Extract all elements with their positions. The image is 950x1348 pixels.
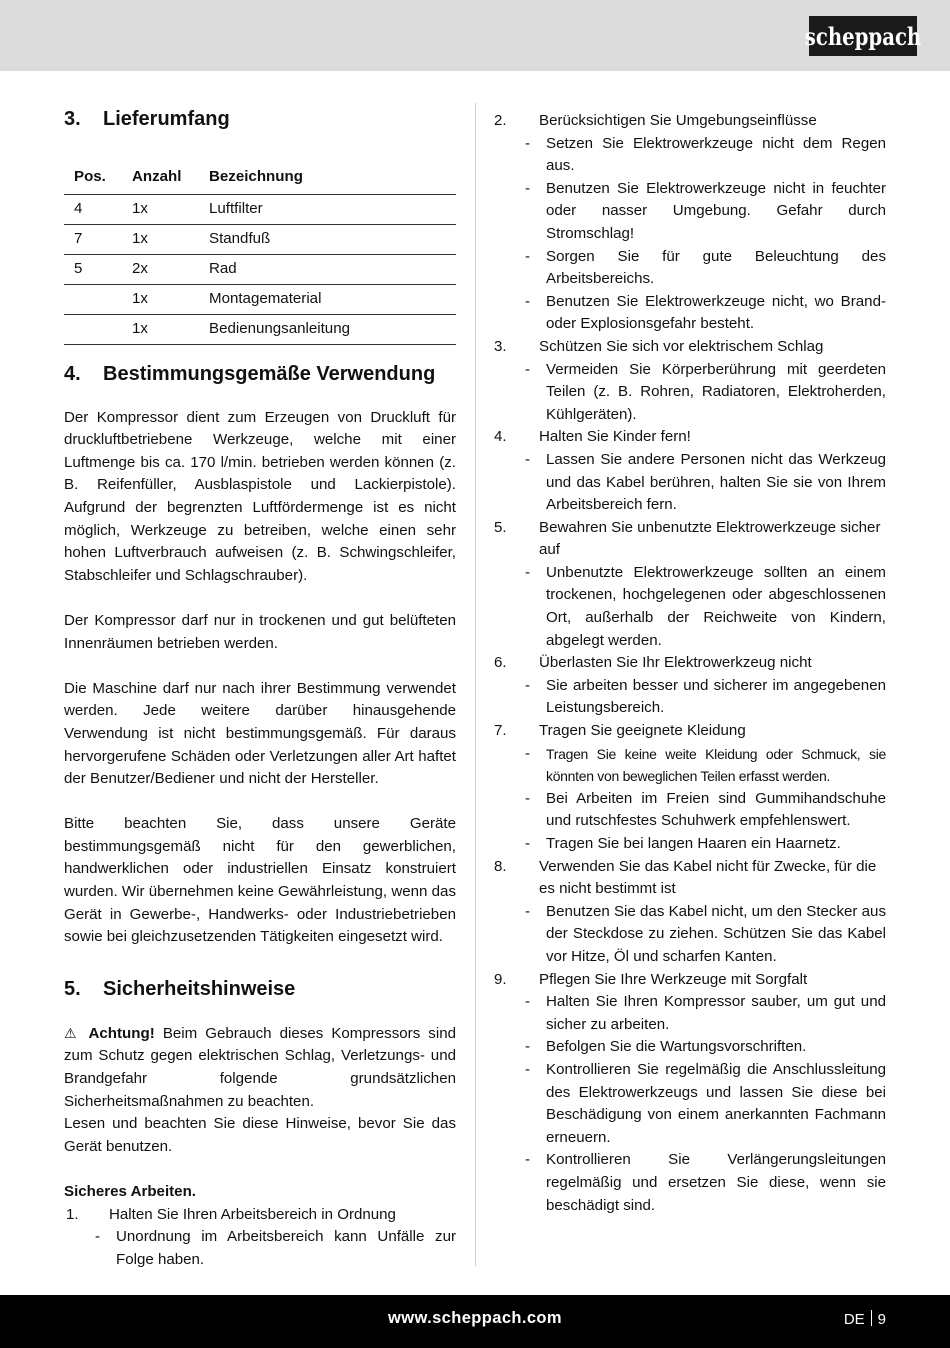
safety-list-right [494, 110, 886, 1217]
list-bullet: - Sorgen Sie für gute Beleuchtung des Arbeitsbereichs. [525, 247, 886, 288]
col-anzahl-header: Anzahl [132, 160, 209, 194]
column-divider [475, 103, 476, 1266]
list-item: 9. Pflegen Sie Ihre Werkzeuge mit Sorgfalt [494, 970, 808, 988]
table-row [64, 284, 456, 314]
paragraph: Der Kompressor dient zum Erzeugen von Druckluft für druckluftbetriebene Werkzeuge, welche mit einer Luftmenge bis ca. 170 l/min. betrieben werden können (z. B. Reifenfüller, Ausblaspistole und Lackierpistole). Aufgrund der begrenzten Luftfördermenge ist es nicht möglich, Werkzeuge zu betreiben, welche einen sehr hohen Luftverbrauch aufweisen (z. B. Schwingschleifer, Stabschleifer und Schlagschrauber). [64, 408, 456, 584]
section-5-heading: 5. Sicherheitshinweise [64, 977, 296, 1000]
list-item: 3. Schützen Sie sich vor elektrischem Schlag [494, 337, 824, 355]
cell-pos: 4 [64, 194, 132, 224]
footer-url: www.scheppach.com [388, 1309, 562, 1327]
table-header-row [64, 160, 456, 194]
list-bullet: - Benutzen Sie das Kabel nicht, um den Stecker aus der Steckdose zu ziehen. Schützen Sie das Kabel vor Hitze, Öl und scharfen Kanten. [525, 902, 886, 965]
cell-pos [64, 314, 132, 344]
table-row [64, 254, 456, 284]
cell-pos: 5 [64, 254, 132, 284]
cell-anzahl: 2x [132, 254, 209, 284]
left-column [64, 100, 456, 1271]
list-bullet: - Kontrollieren Sie regelmäßig die Anschlussleitung des Elektrowerkzeugs und lassen Sie diese bei Beschädigung von einem anerkannten Fachmann erneuern. [525, 1060, 886, 1146]
list-bullet: - Vermeiden Sie Körperberührung mit geerdeten Teilen (z. B. Rohren, Radiatoren, Elektroherden, Kühlgeräten). [525, 360, 886, 423]
list-bullet: - Tragen Sie bei langen Haaren ein Haarnetz. [525, 835, 841, 852]
list-bullet: - Bei Arbeiten im Freien sind Gummihandschuhe und rutschfestes Schuhwerk empfehlenswert. [525, 789, 886, 830]
cell-anzahl: 1x [132, 314, 209, 344]
brand-logo: scheppach [809, 16, 917, 56]
cell-bezeichnung: Rad [209, 254, 456, 284]
list-item: 7. Tragen Sie geeignete Kleidung [494, 722, 746, 740]
section-4-heading: 4. Bestimmungsgemäße Verwendung [64, 362, 436, 385]
paragraph: Der Kompressor darf nur in trockenen und gut belüfteten Innenräumen betrieben werden. [64, 611, 456, 652]
list-bullet: - Lassen Sie andere Personen nicht das Werkzeug und das Kabel berühren, halten Sie sie von Ihrem Arbeitsbereich fern. [525, 450, 886, 514]
table-row [64, 194, 456, 224]
safety-list-left [64, 1204, 456, 1272]
list-bullet: - Halten Sie Ihren Kompressor sauber, um gut und sicher zu arbeiten. [525, 993, 886, 1033]
paragraph: Lesen und beachten Sie diese Hinweise, bevor Sie das Gerät benutzen. [64, 1115, 456, 1155]
paragraph: Die Maschine darf nur nach ihrer Bestimmung verwendet werden. Jede weitere darüber hinausgehende Verwendung ist nicht bestimmungsgemäß. Für daraus hervorgerufene Schäden oder Verletzungen aller Art haftet der Benutzer/Bediener und nicht der Hersteller. [64, 679, 456, 788]
cell-anzahl: 1x [132, 224, 209, 254]
list-item: 6. Überlasten Sie Ihr Elektrowerkzeug nicht [494, 654, 812, 672]
page-number: DE 9 [843, 1311, 886, 1328]
warning-text: Beim Gebrauch dieses Kompressors sind zum Schutz gegen elektrischen Schlag, Verletzungs- und Brandgefahr folgende grundsätzlichen Sicherheitsmaßnahmen zu beachten. [64, 1024, 456, 1110]
list-bullet: - Sie arbeiten besser und sicherer im angegebenen Leistungsbereich. [525, 676, 886, 717]
list-bullet: - Tragen Sie keine weite Kleidung oder Schmuck, sie könnten von beweglichen Teilen erfasst werden. [525, 744, 886, 785]
list-item: 1. Halten Sie Ihren Arbeitsbereich in Ordnung [66, 1205, 396, 1223]
right-column [494, 110, 886, 1217]
list-bullet: - Unbenutzte Elektrowerkzeuge sollten an einem trockenen, hochgelegenen oder abgeschlossenen Ort, außerhalb der Reichweite von Kindern, abgelegt werden. [525, 563, 886, 649]
cell-pos: 7 [64, 224, 132, 254]
table-row [64, 224, 456, 254]
warning-icon: ⚠ [64, 1024, 81, 1041]
col-bezeichnung-header: Bezeichnung [209, 160, 456, 194]
cell-bezeichnung: Montagematerial [209, 284, 456, 314]
list-bullet: - Setzen Sie Elektrowerkzeuge nicht dem Regen aus. [525, 134, 886, 175]
list-item: 2. Berücksichtigen Sie Umgebungseinflüsse [494, 112, 817, 129]
subheading: Sicheres Arbeiten. [64, 1183, 196, 1200]
table-row [64, 314, 456, 344]
cell-bezeichnung: Standfuß [209, 224, 456, 254]
col-pos-header: Pos. [64, 160, 132, 194]
list-bullet: - Benutzen Sie Elektrowerkzeuge nicht in feuchter oder nasser Umgebung. Gefahr durch Stromschlag! [525, 179, 886, 242]
list-bullet: - Unordnung im Arbeitsbereich kann Unfälle zur Folge haben. [95, 1228, 456, 1268]
list-item: 5. Bewahren Sie unbenutzte Elektrowerkzeuge sicher auf [494, 518, 881, 559]
header-bar [0, 0, 950, 71]
cell-bezeichnung: Bedienungsanleitung [209, 314, 456, 344]
warning-word: Achtung! [88, 1024, 155, 1042]
cell-anzahl: 1x [132, 194, 209, 224]
list-item: 4. Halten Sie Kinder fern! [494, 428, 691, 446]
list-bullet: - Benutzen Sie Elektrowerkzeuge nicht, wo Brand- oder Explosionsgefahr besteht. [525, 292, 886, 333]
warning-paragraph [64, 1022, 456, 1113]
list-bullet: - Kontrollieren Sie Verlängerungsleitungen regelmäßig und ersetzen Sie diese, wenn sie beschädigt sind. [525, 1151, 886, 1214]
cell-anzahl: 1x [132, 284, 209, 314]
list-item: 8. Verwenden Sie das Kabel nicht für Zwecke, für die es nicht bestimmt ist [494, 857, 877, 898]
footer-bar [0, 1295, 950, 1348]
list-bullet: - Befolgen Sie die Wartungsvorschriften. [525, 1038, 807, 1056]
delivery-table [64, 160, 456, 345]
cell-pos [64, 284, 132, 314]
paragraph: Bitte beachten Sie, dass unsere Geräte bestimmungsgemäß nicht für den gewerblichen, handwerklichen oder industriellen Einsatz konstruiert wurden. Wir übernehmen keine Gewährleistung, wenn das Gerät in Gewerbe-, Handwerks- oder Industriebetrieben sowie bei gleichzusetzenden Tätigkeiten eingesetzt wird. [64, 815, 456, 946]
section-3-heading: 3. Lieferumfang [64, 108, 230, 130]
cell-bezeichnung: Luftfilter [209, 194, 456, 224]
